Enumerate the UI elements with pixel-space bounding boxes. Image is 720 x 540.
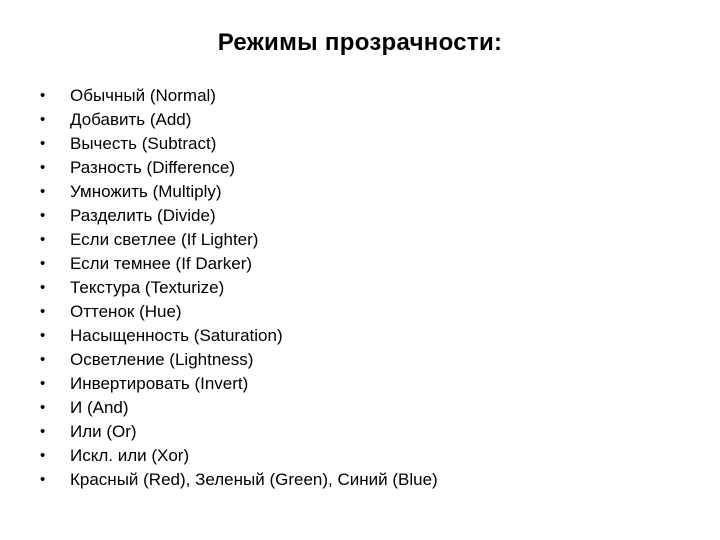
list-item-text: Оттенок (Hue) [70, 302, 182, 321]
list-item-text: И (And) [70, 398, 129, 417]
bullet-dot-icon: • [40, 159, 46, 176]
list-item-text: Добавить (Add) [70, 110, 192, 129]
list-item-text: Красный (Red), Зеленый (Green), Синий (Blue) [70, 470, 438, 489]
list-item-text: Разность (Difference) [70, 158, 236, 177]
bullet-dot-icon: • [40, 111, 46, 128]
bullet-dot-icon: • [40, 471, 46, 488]
slide-title: Режимы прозрачности: [217, 29, 503, 56]
list-item-text: Умножить (Multiply) [70, 182, 222, 201]
list-item-text: Искл. или (Xor) [70, 446, 190, 465]
list-item-text: Текстура (Texturize) [70, 278, 225, 297]
bullet-dot-icon: • [40, 351, 46, 368]
list-item-text: Разделить (Divide) [70, 206, 216, 225]
bullet-dot-icon: • [40, 255, 46, 272]
bullet-dot-icon: • [40, 231, 46, 248]
list-item-text: Если темнее (If Darker) [70, 254, 253, 273]
bullet-dot-icon: • [40, 375, 46, 392]
list-item-text: Обычный (Normal) [70, 86, 216, 105]
bullet-dot-icon: • [40, 135, 46, 152]
list-item-text: Если светлее (If Lighter) [70, 230, 259, 249]
bullet-dot-icon: • [40, 183, 46, 200]
bullet-dot-icon: • [40, 279, 46, 296]
bullet-dot-icon: • [40, 303, 46, 320]
bullet-dot-icon: • [40, 87, 46, 104]
list-item-text: Или (Or) [70, 422, 137, 441]
list-item-text: Вычесть (Subtract) [70, 134, 217, 153]
bullet-dot-icon: • [40, 447, 46, 464]
list-item-text: Осветление (Lightness) [70, 350, 254, 369]
bullet-dot-icon: • [40, 327, 46, 344]
bullet-dot-icon: • [40, 423, 46, 440]
list-item-text: Насыщенность (Saturation) [70, 326, 283, 345]
list-item-text: Инвертировать (Invert) [70, 374, 249, 393]
bullet-dot-icon: • [40, 399, 46, 416]
bullet-dot-icon: • [40, 207, 46, 224]
